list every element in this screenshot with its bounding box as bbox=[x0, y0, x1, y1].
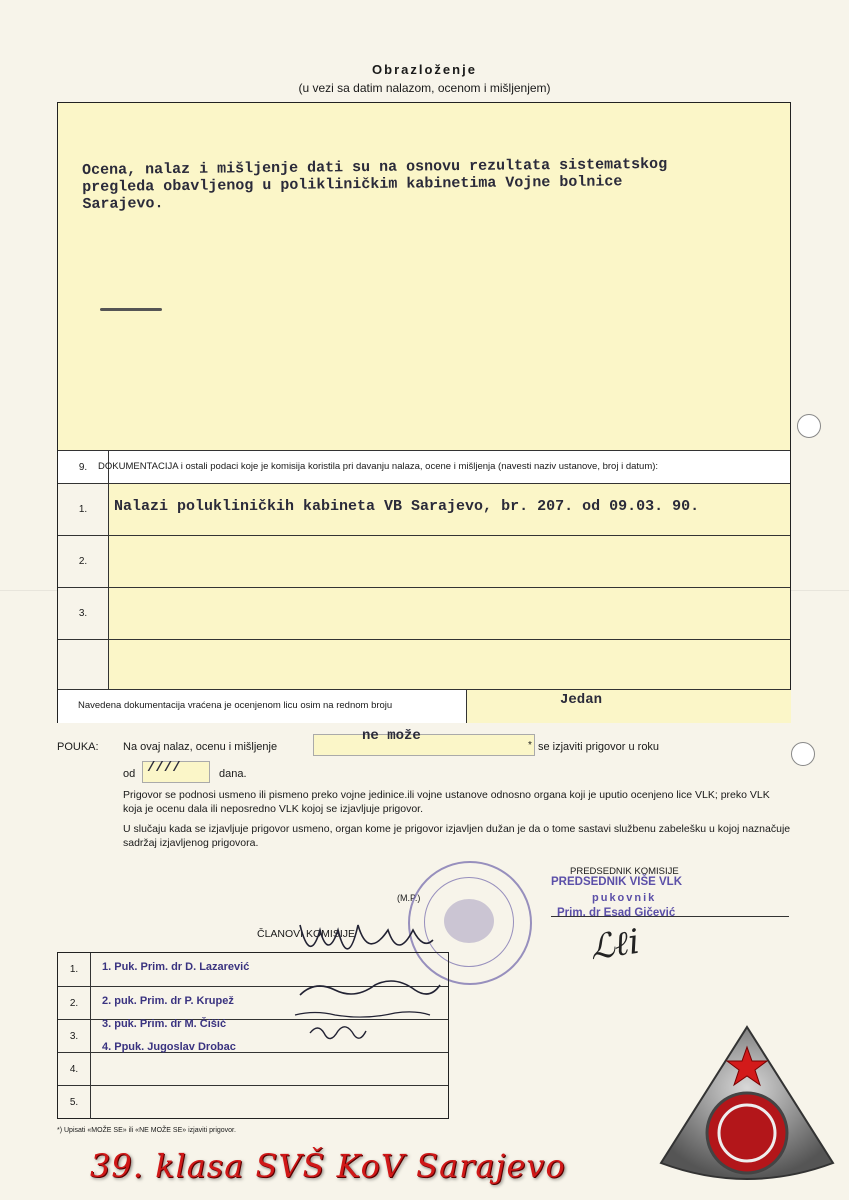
objection-value: ne može bbox=[362, 728, 421, 744]
typed-dash bbox=[100, 308, 162, 311]
mp-label: (M.P.) bbox=[397, 893, 421, 903]
documentation-row-4 bbox=[58, 639, 790, 690]
pouka-paragraph-2: U slučaju kada se izjavljuje prigovor usmeno, organ kome je prigovor izjavljen dužan je da o tome sastavi službenu zabelešku u kojoj naznačuje sadržaj izjavljenog prigovora. bbox=[123, 823, 791, 849]
documentation-returned-label: Navedena dokumentacija vraćena je ocenjenom licu osim na rednom broju bbox=[78, 700, 393, 711]
days-value: //// bbox=[147, 760, 181, 776]
documentation-row-value: Nalazi polukliničkih kabineta VB Sarajevo, br. 207. od 09.03. 90. bbox=[114, 498, 700, 515]
documentation-row-3 bbox=[58, 587, 790, 640]
member-name: 2. puk. Prim. dr P. Krupež bbox=[102, 995, 234, 1007]
member-number: 1. bbox=[58, 953, 91, 986]
member-signatures bbox=[280, 915, 450, 1060]
president-stamp-line-1: PREDSEDNIK VIŠE VLK bbox=[551, 876, 682, 888]
pouka-text-1: Na ovaj nalaz, ocenu i mišljenje bbox=[123, 741, 278, 753]
president-signature: ℒℓi bbox=[587, 921, 643, 969]
member-number: 4. bbox=[58, 1053, 91, 1086]
member-number: 5. bbox=[58, 1086, 91, 1119]
pouka-text-2: se izjaviti prigovor u roku bbox=[538, 741, 660, 753]
member-name: 4. Ppuk. Jugoslav Drobac bbox=[102, 1041, 236, 1053]
member-number: 2. bbox=[58, 987, 91, 1020]
documentation-number: 9. bbox=[58, 451, 109, 484]
punch-hole bbox=[797, 414, 821, 438]
member-name: 1. Puk. Prim. dr D. Lazarević bbox=[102, 961, 250, 973]
footnote-asterisk: * bbox=[528, 740, 532, 751]
member-number: 3. bbox=[58, 1020, 91, 1053]
dana-label: dana. bbox=[219, 768, 247, 780]
page-subtitle: (u vezi sa datim nalazom, ocenom i mišljenjem) bbox=[298, 81, 551, 95]
documentation-row-2 bbox=[58, 535, 790, 588]
documentation-row-number: 2. bbox=[58, 536, 109, 588]
documentation-row-1 bbox=[58, 483, 790, 536]
documentation-label: DOKUMENTACIJA bbox=[98, 461, 179, 472]
members-label: ČLANOVI KOMISIJE bbox=[257, 928, 356, 940]
documentation-row-number: 1. bbox=[58, 484, 109, 536]
od-label: od bbox=[123, 768, 136, 780]
explanation-line-1: Ocena, nalaz i mišljenje dati su na osnovu rezultata sistematskog bbox=[82, 155, 668, 179]
page-title: Obrazloženje bbox=[372, 62, 477, 77]
footnote-text: *) Upisati «MOŽE SE» ili «NE MOŽE SE» izjaviti prigovor. bbox=[57, 1127, 236, 1134]
documentation-description: i ostali podaci koje je komisija koristila pri davanju nalaza, ocene i mišljenja (navesti naziv ustanove, broj i datum): bbox=[180, 461, 659, 472]
footer-caption: 39. klasa SVŠ KoV Sarajevo bbox=[90, 1147, 566, 1185]
documentation-returned-value: Jedan bbox=[560, 692, 603, 708]
explanation-line-3: Sarajevo. bbox=[82, 195, 164, 213]
explanation-box bbox=[57, 102, 791, 452]
objection-field bbox=[313, 734, 535, 756]
punch-hole bbox=[791, 742, 815, 766]
pouka-label: POUKA: bbox=[57, 741, 99, 753]
documentation-row-number: 3. bbox=[58, 588, 109, 640]
president-stamp-line-2: pukovnik bbox=[592, 892, 657, 904]
explanation-line-2: pregleda obavljenog u polikliničkim kabinetima Vojne bolnice bbox=[82, 173, 623, 196]
member-row bbox=[58, 1085, 448, 1119]
pouka-paragraph-1: Prigovor se podnosi usmeno ili pismeno preko vojne jedinice.ili vojne ustanove odnosno organa koji je uputio ocenjeno lice VLK; preko VLK koja je ocenu dala ili neposredno VLK kojoj se izjavljuje prigovor. bbox=[123, 789, 770, 815]
documentation-table bbox=[57, 450, 791, 723]
documentation-returned-row bbox=[58, 689, 790, 723]
president-label: PREDSEDNIK KOMISIJE bbox=[570, 866, 679, 877]
military-badge-icon bbox=[655, 1025, 839, 1185]
president-stamp-line-3: Prim. dr Esad Gičević bbox=[557, 907, 676, 919]
member-name: 3. puk. Prim. dr M. Čišić bbox=[102, 1018, 227, 1030]
explanation-text bbox=[82, 155, 772, 213]
documentation-header-row bbox=[58, 450, 790, 484]
